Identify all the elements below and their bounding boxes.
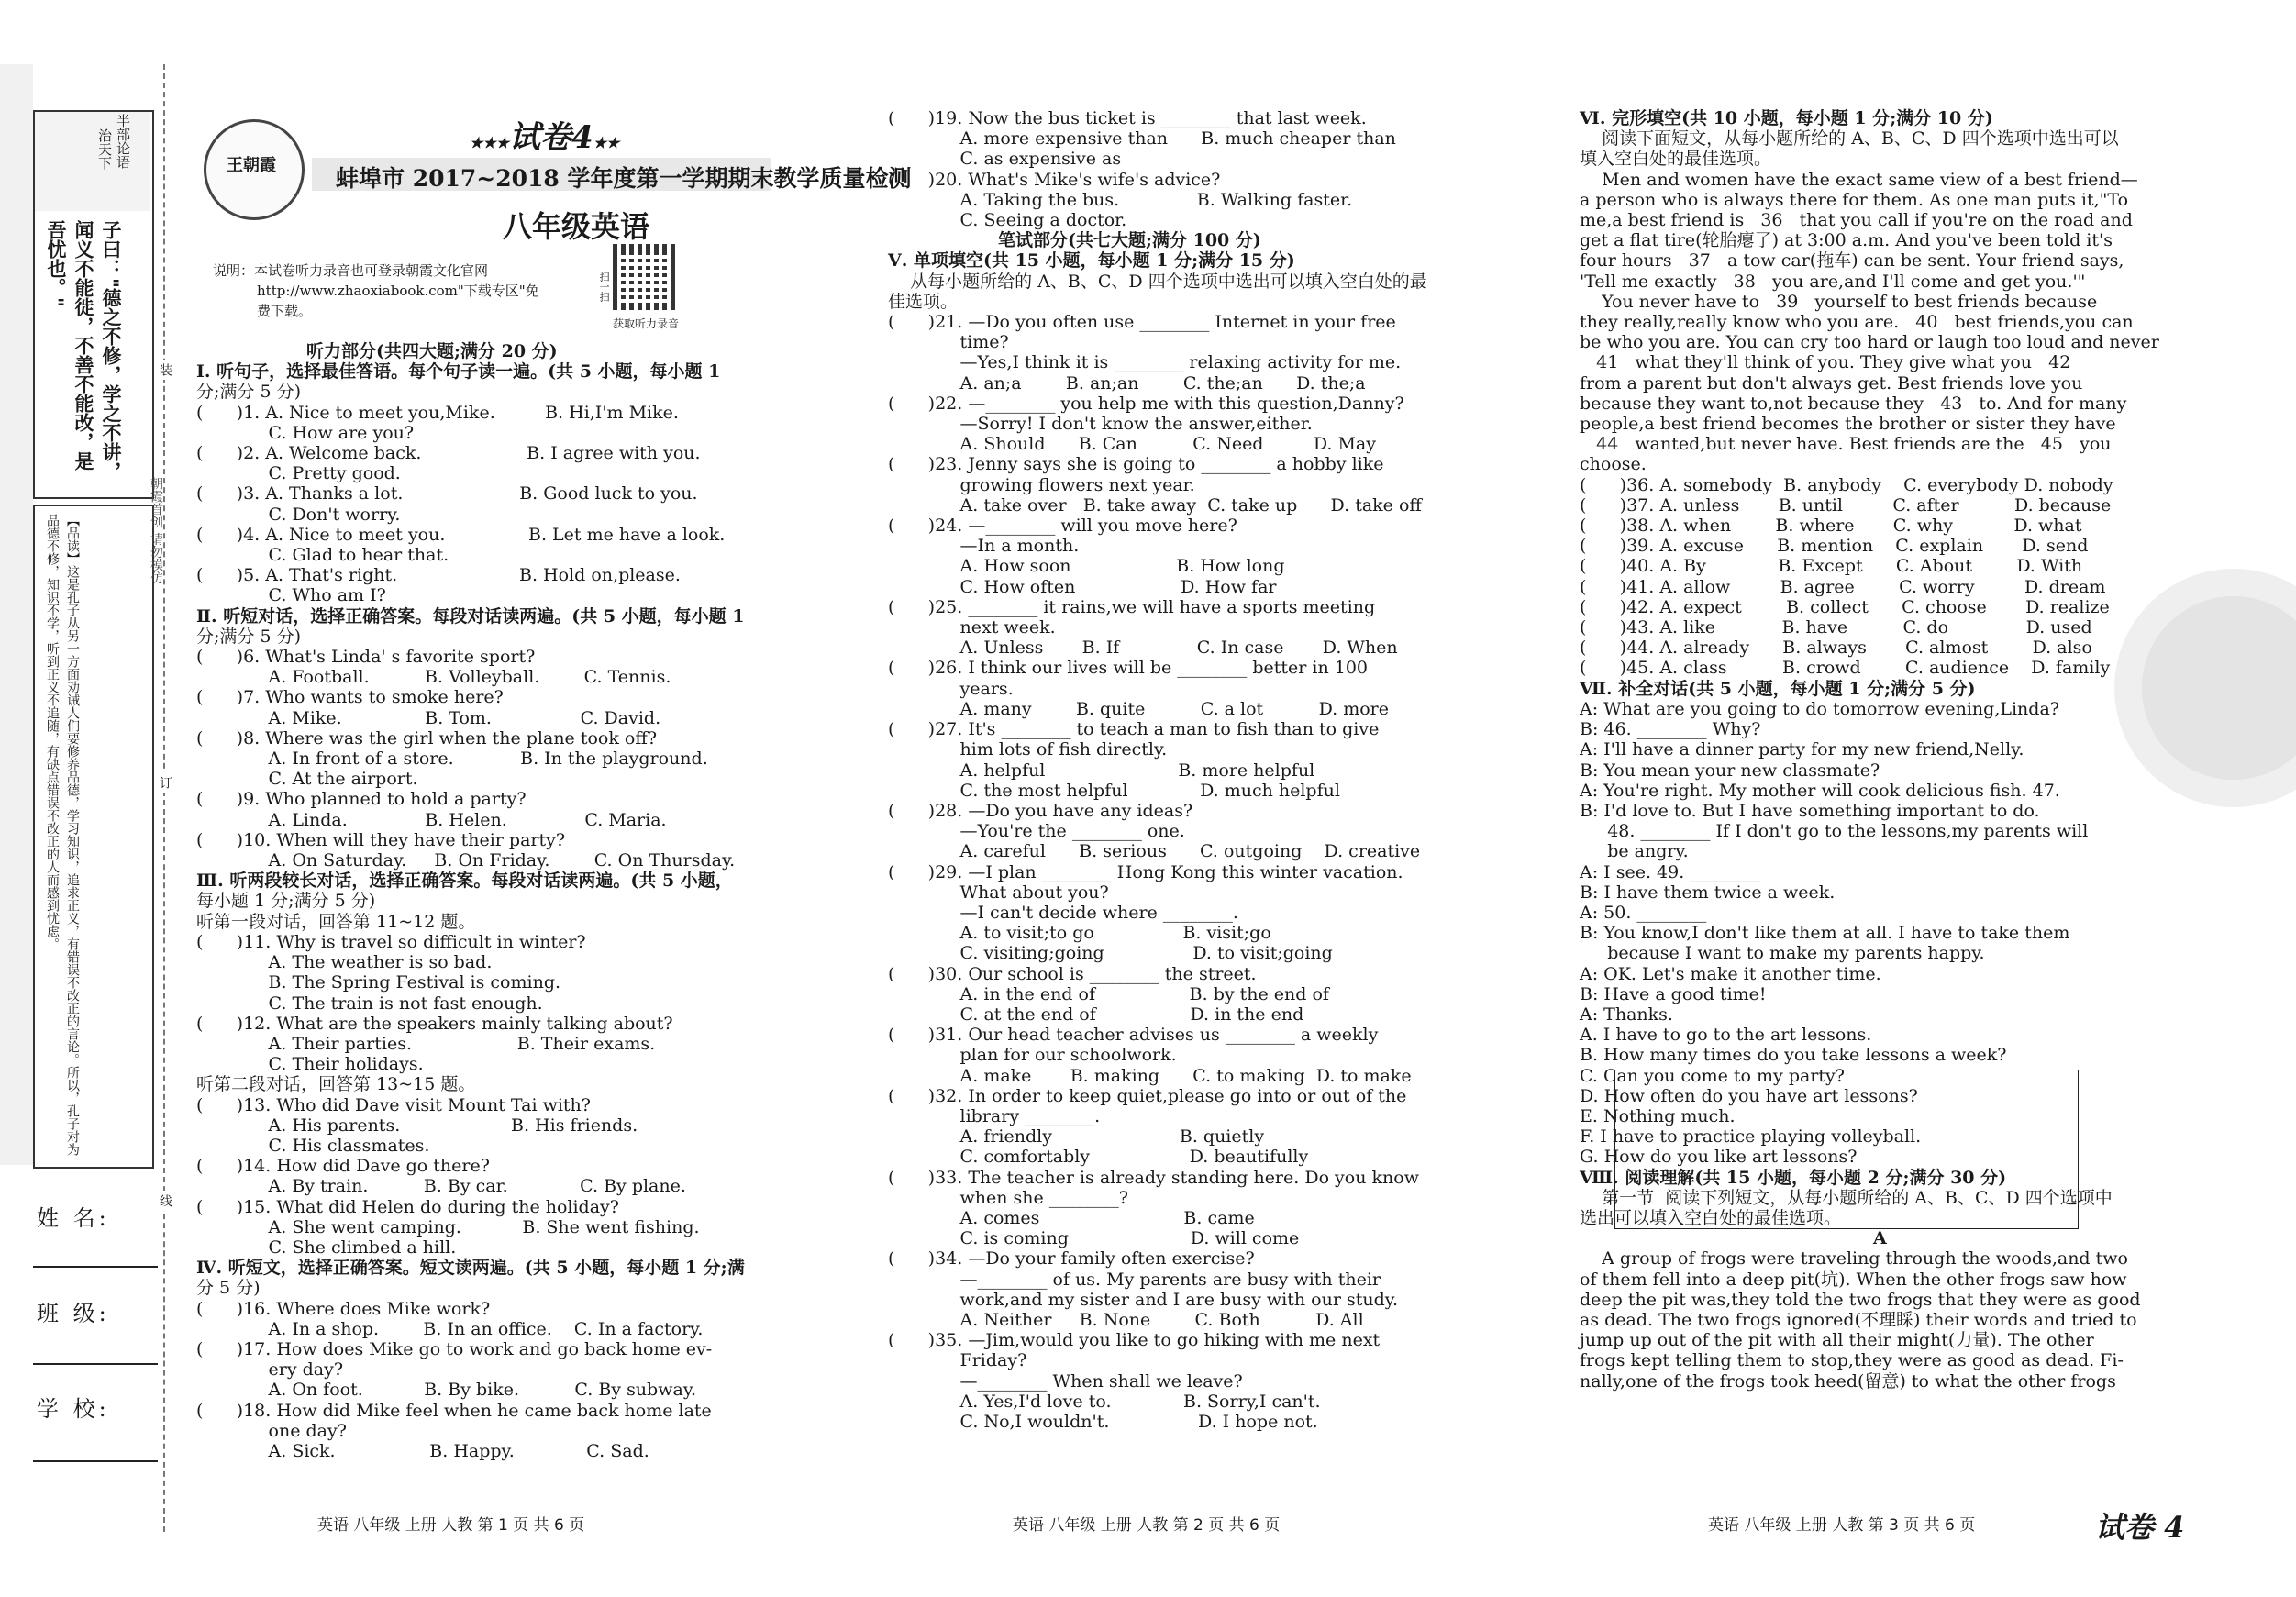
col2-line: ( )29. —I plan ________ Hong Kong this winter vacation. — [888, 861, 1403, 882]
col1-line: ( )14. How did Dave go there? — [196, 1156, 490, 1177]
col1-line: Ⅲ. 听两段较长对话，选择正确答案。每段对话读两遍。(共 5 小题， — [196, 871, 733, 892]
col2-line: A. an;a B. an;an C. the;an D. the;a — [888, 372, 1366, 394]
paper-label: 试卷 — [509, 119, 572, 156]
col1-line: A. Football. B. Volleyball. C. Tennis. — [196, 667, 671, 688]
col3-line: B: Have a good time! — [1580, 983, 1767, 1004]
col3-line: A: OK. Let's make it another time. — [1580, 963, 1881, 984]
col3-line: B: You know,I don't like them at all. I have to take them — [1580, 923, 2070, 944]
school-label: 学 校: — [37, 1396, 110, 1422]
footer-page-3: 英语 八年级 上册 人教 第 3 页 共 6 页 — [1708, 1516, 1976, 1535]
footer-page-2: 英语 八年级 上册 人教 第 2 页 共 6 页 — [1013, 1516, 1281, 1535]
col1-line: A. In front of a store. B. In the playground. — [196, 749, 708, 770]
col1-line: ( )3. A. Thanks a lot. B. Good luck to you. — [196, 483, 698, 505]
col2-line: A. Neither B. None C. Both D. All — [888, 1309, 1364, 1330]
col3-line: Ⅵ. 完形填空(共 10 小题，每小题 1 分;满分 10 分) — [1580, 108, 1993, 128]
confucius-quote: 子曰："德之不修，学之不讲，闻义不能徙，不善不能改，是吾忧也。" — [45, 220, 123, 481]
col2-line: —Yes,I think it is ________ relaxing activity for me. — [888, 352, 1402, 373]
col2-line: next week. — [888, 617, 1056, 638]
col1-line: ery day? — [196, 1359, 344, 1381]
col2-line: C. at the end of D. in the end — [888, 1004, 1304, 1025]
col2-line: C. the most helpful D. much helpful — [888, 780, 1340, 801]
col1-line: ( )7. Who wants to smoke here? — [196, 687, 504, 708]
col2-line: ( )25. ________ it rains,we will have a sports meeting — [888, 596, 1376, 617]
col3-line: people,a best friend becomes the brother or sister they have — [1580, 414, 2116, 435]
col1-line: ( )16. Where does Mike work? — [196, 1298, 491, 1319]
col1-line: ( )17. How does Mike go to work and go back home ev- — [196, 1338, 713, 1359]
col2-line: A. many B. quite C. a lot D. more — [888, 698, 1390, 719]
col3-line: You never have to 39 yourself to best friends because — [1580, 291, 2098, 312]
col3-line: ( )40. A. By B. Except C. About D. With — [1580, 556, 2083, 577]
col2-line: C. as expensive as — [888, 149, 1122, 170]
col2-line: ( )27. It's ________ to teach a man to fish than to give — [888, 719, 1380, 740]
download-note: 说明：本试卷听力录音也可登录朝霞文化官网 http://www.zhaoxiabook.com"下载专区"免 费下载。 — [213, 262, 539, 319]
col3-line: Ⅷ. 阅读理解(共 15 小题，每小题 2 分;满分 30 分) — [1580, 1167, 2007, 1188]
col2-line: library ________. — [888, 1105, 1101, 1126]
dialogue-options-box — [1614, 1070, 2079, 1229]
col3-line: A: Thanks. — [1580, 1004, 1673, 1025]
col1-line: A. Mike. B. Tom. C. David. — [196, 707, 661, 728]
col3-line: as dead. The two frogs ignored(不理睬) their words and tried to — [1580, 1309, 2137, 1330]
col2-line: 佳选项。 — [888, 291, 959, 312]
col3-line: ( )41. A. allow B. agree C. worry D. dream — [1580, 576, 2106, 597]
col2-line: ( )30. Our school is ________ the street. — [888, 963, 1257, 984]
col1-line: 听第一段对话，回答第 11~12 题。 — [196, 911, 476, 932]
col1-line: 听力部分(共四大题;满分 20 分) — [306, 341, 558, 361]
col3-line: ( )36. A. somebody B. anybody C. everybody D. nobody — [1580, 474, 2113, 495]
col2-line: A. more expensive than B. much cheaper than — [888, 128, 1396, 150]
col3-line: E. Nothing much. — [1580, 1105, 1736, 1126]
col2-line: time? — [888, 332, 1009, 353]
col3-line: 阅读下面短文，从每小题所给的 A、B、C、D 四个选项中选出可以 — [1580, 128, 2119, 150]
col2-line: C. No,I wouldn't. D. I hope not. — [888, 1412, 1318, 1432]
col1-line: ( )4. A. Nice to meet you. B. Let me have a look. — [196, 524, 726, 545]
col1-line: A. Linda. B. Helen. C. Maria. — [196, 809, 667, 830]
col2-line: ( )26. I think our lives will be ________ better in 100 — [888, 658, 1369, 679]
col3-line: ( )44. A. already B. always C. almost D. also — [1580, 638, 2092, 659]
col1-line: C. At the airport. — [196, 769, 418, 790]
col3-line: jump up out of the pit with all their might(力量). The other — [1580, 1330, 2094, 1351]
col2-line: C. comfortably D. beautifully — [888, 1147, 1309, 1168]
banner-word-2: 治天下 — [96, 128, 113, 170]
col2-line: ( )23. Jenny says she is going to ________ a hobby like — [888, 454, 1384, 475]
col3-line: A: You're right. My mother will cook delicious fish. 47. — [1580, 780, 2060, 801]
col3-line: G. How do you like art lessons? — [1580, 1147, 1858, 1168]
col2-line: A. take over B. take away C. take up D. take off — [888, 494, 1422, 516]
seam-word-3: 线 — [156, 1191, 174, 1211]
col3-line: B: I'd love to. But I have something important to do. — [1580, 800, 2040, 821]
col1-line: ( )1. A. Nice to meet you,Mike. B. Hi,I'm Mike. — [196, 402, 679, 423]
col2-line: A. How soon B. How long — [888, 556, 1285, 577]
column-2 — [888, 108, 1512, 1432]
col3-line: a person who is always there for them. As one man puts it,"To — [1580, 189, 2129, 210]
col2-line: What about you? — [888, 882, 1109, 903]
col3-line: get a flat tire(轮胎瘪了) at 3:00 a.m. And you've been told it's — [1580, 230, 2113, 251]
col2-line: A. to visit;to go B. visit;go — [888, 923, 1271, 944]
col2-line: —________ When shall we leave? — [888, 1370, 1243, 1392]
col2-line: A. in the end of B. by the end of — [888, 983, 1329, 1004]
col1-line: ( )11. Why is travel so difficult in winter? — [196, 931, 586, 952]
qr-caption: 获取听力录音 — [613, 317, 680, 330]
col2-line: ( )33. The teacher is already standing here. Do you know — [888, 1167, 1419, 1188]
col3-line: ( )39. A. excuse B. mention C. explain D. send — [1580, 536, 2089, 557]
col2-line: —You're the ________ one. — [888, 821, 1185, 842]
col3-line: Men and women have the exact same view of a best friend— — [1580, 169, 2138, 190]
col2-line: ( )32. In order to keep quiet,please go into or out of the — [888, 1085, 1407, 1106]
col3-line: nally,one of the frogs took heed(留意) to what the other frogs — [1580, 1370, 2116, 1392]
col1-line: A. Their parties. B. Their exams. — [196, 1033, 656, 1054]
col1-line: 分 5 分) — [196, 1278, 261, 1299]
col1-line: Ⅱ. 听短对话，选择正确答案。每段对话读两遍。(共 5 小题，每小题 1 — [196, 605, 745, 627]
col3-line: A: What are you going to do tomorrow evening,Linda? — [1580, 698, 2059, 719]
logo-text: 王朝霞 — [227, 156, 276, 175]
col1-line: 分;满分 5 分) — [196, 382, 301, 403]
col3-line: D. How often do you have art lessons? — [1580, 1085, 1918, 1106]
subject-title: 八年级英语 — [503, 209, 650, 244]
strip-background — [0, 64, 33, 1165]
col1-line: C. Glad to hear that. — [196, 545, 449, 566]
col3-line: be who you are. You can cry too hard or laugh too loud and never — [1580, 332, 2159, 353]
col2-line: work,and my sister and I are busy with our study. — [888, 1289, 1399, 1310]
col1-line: ( )12. What are the speakers mainly talking about? — [196, 1013, 673, 1034]
col2-line: A. friendly B. quietly — [888, 1126, 1265, 1148]
qr-code-pattern — [620, 251, 671, 303]
col2-line: ( )22. —________ you help me with this question,Danny? — [888, 393, 1404, 414]
col1-line: A. She went camping. B. She went fishing. — [196, 1216, 700, 1237]
col1-line: ( )5. A. That's right. B. Hold on,please. — [196, 565, 681, 586]
col2-line: when she ________? — [888, 1187, 1128, 1208]
col1-line: C. His classmates. — [196, 1135, 430, 1156]
col3-line: 48. ________ If I don't go to the lessons,my parents will — [1580, 821, 2089, 842]
col1-line: Ⅰ. 听句子，选择最佳答语。每个句子读一遍。(共 5 小题，每小题 1 — [196, 361, 721, 383]
col1-line: C. Who am I? — [196, 585, 386, 606]
col2-line: 笔试部分(共七大题;满分 100 分) — [998, 230, 1261, 251]
col3-line: because they want to,not because they 43 to. And for many — [1580, 393, 2127, 414]
col1-line: C. Pretty good. — [196, 463, 401, 484]
col1-line: C. The train is not fast enough. — [196, 993, 543, 1014]
col1-line: ( )10. When will they have their party? — [196, 829, 566, 850]
col2-line: years. — [888, 678, 1014, 699]
class-line[interactable] — [33, 1363, 158, 1365]
seam-word-1: 装 — [156, 360, 174, 380]
col2-line: ( )24. —________ will you move here? — [888, 516, 1237, 537]
col3-line: ( )45. A. class B. crowd C. audience D. family — [1580, 658, 2111, 679]
col3-line: because I want to make my parents happy. — [1580, 943, 1985, 964]
col2-line: —In a month. — [888, 536, 1080, 557]
col3-line: A: I see. 49. ________ — [1580, 861, 1760, 882]
col1-line: 听第二段对话，回答第 13~15 题。 — [196, 1074, 476, 1095]
col3-line: deep the pit was,they told the two frogs that they were as good — [1580, 1289, 2141, 1310]
col1-line: ( )13. Who did Dave visit Mount Tai with? — [196, 1094, 591, 1115]
col2-line: C. visiting;going D. to visit;going — [888, 943, 1333, 964]
col2-line: growing flowers next year. — [888, 474, 1195, 495]
col3-line: Ⅶ. 补全对话(共 5 小题，每小题 1 分;满分 5 分) — [1580, 678, 1976, 699]
col3-line: A: I'll have a dinner party for my new friend,Nelly. — [1580, 739, 2024, 760]
corner-paper-label: 试卷 4 — [2095, 1510, 2185, 1545]
col3-line: 选出可以填入空白处的最佳选项。 — [1580, 1207, 1842, 1228]
col1-line: A. By train. B. By car. C. By plane. — [196, 1176, 686, 1197]
col3-line: they really,really know who you are. 40 best friends,you can — [1580, 312, 2134, 333]
paper-number: 4 — [571, 119, 593, 156]
school-line[interactable] — [33, 1460, 158, 1462]
col3-line: ( )37. A. unless B. until C. after D. because — [1580, 494, 2112, 516]
col2-line: A. Yes,I'd love to. B. Sorry,I can't. — [888, 1391, 1321, 1412]
col3-line: A: 50. ________ — [1580, 902, 1707, 923]
col2-line: —________ of us. My parents are busy with their — [888, 1269, 1381, 1290]
col1-line: A. In a shop. B. In an office. C. In a factory. — [196, 1318, 704, 1339]
col3-line: 填入空白处的最佳选项。 — [1580, 149, 1772, 170]
col1-line: A. On Saturday. B. On Friday. C. On Thursday. — [196, 850, 736, 871]
col2-line: ( )31. Our head teacher advises us ________ a weekly — [888, 1025, 1379, 1046]
exam-title: 蚌埠市 2017~2018 学年度第一学期期末教学质量检测 — [336, 165, 912, 192]
col3-line: 44 wanted,but never have. Best friends are the 45 you — [1580, 434, 2112, 455]
col3-line: A — [1873, 1228, 1887, 1249]
col2-line: ( )35. —Jim,would you like to go hiking with me next — [888, 1330, 1381, 1351]
col2-line: A. helpful B. more helpful — [888, 760, 1315, 781]
col2-line: A. Unless B. If C. In case D. When — [888, 638, 1398, 659]
col2-line: 从每小题所给的 A、B、C、D 四个选项中选出可以填入空白处的最 — [888, 271, 1427, 292]
col2-line: ( )19. Now the bus ticket is ________ that last week. — [888, 108, 1367, 128]
col3-line: B: 46. ________ Why? — [1580, 719, 1761, 740]
col2-line: ( )34. —Do your family often exercise? — [888, 1248, 1255, 1270]
paper-label-row: ★★★试卷4★★ — [470, 119, 620, 156]
col2-line: Ⅴ. 单项填空(共 15 小题，每小题 1 分;满分 15 分) — [888, 250, 1295, 272]
col3-line: B: You mean your new classmate? — [1580, 760, 1880, 781]
qr-side: 扫一扫 — [598, 272, 610, 302]
col1-line: one day? — [196, 1420, 347, 1441]
col3-line: of them fell into a deep pit(坑). When the other frogs saw how — [1580, 1269, 2127, 1290]
col3-line: B: I have them twice a week. — [1580, 882, 1836, 903]
col1-line: 分;满分 5 分) — [196, 626, 301, 647]
col2-line: A. comes B. came — [888, 1207, 1255, 1228]
col2-line: ( )28. —Do you have any ideas? — [888, 800, 1193, 821]
col2-line: him lots of fish directly. — [888, 739, 1168, 760]
col2-line: C. Seeing a doctor. — [888, 210, 1127, 231]
col3-line: F. I have to practice playing volleyball. — [1580, 1126, 1922, 1148]
col3-line: A. I have to go to the art lessons. — [1580, 1025, 1872, 1046]
col2-line: A. make B. making C. to making D. to make — [888, 1065, 1412, 1086]
col2-line: A. Should B. Can C. Need D. May — [888, 434, 1376, 455]
class-label: 班 级: — [37, 1301, 110, 1326]
col1-line: A. His parents. B. His friends. — [196, 1115, 638, 1136]
col1-line: A. The weather is so bad. — [196, 952, 493, 973]
col3-line: ( )42. A. expect B. collect C. choose D. realize — [1580, 596, 2110, 617]
side-note: 朝霞首创 请勿模仿 — [149, 477, 163, 584]
column-1 — [196, 341, 820, 1461]
col1-line: C. Don't worry. — [196, 504, 401, 525]
banner-word-1: 半部论语 — [115, 114, 131, 169]
col1-line: A. On foot. B. By bike. C. By subway. — [196, 1380, 697, 1401]
col1-line: ( )9. Who planned to hold a party? — [196, 789, 527, 810]
seam-word-2: 订 — [156, 772, 174, 793]
col2-line: C. How often D. How far — [888, 576, 1277, 597]
col3-line: be angry. — [1580, 841, 1689, 862]
name-line[interactable] — [33, 1266, 158, 1268]
binding-dashed-line — [163, 64, 165, 1532]
col1-line: A. Sick. B. Happy. C. Sad. — [196, 1440, 649, 1461]
col3-line: A group of frogs were traveling through the woods,and two — [1580, 1248, 2128, 1270]
col2-line: ( )20. What's Mike's wife's advice? — [888, 169, 1221, 190]
col1-line: ( )15. What did Helen do during the holiday? — [196, 1196, 619, 1217]
col3-line: 41 what they'll think of you. They give what you 42 — [1580, 352, 2082, 373]
name-label: 姓 名: — [37, 1205, 110, 1231]
col3-line: choose. — [1580, 454, 1647, 475]
col1-line: 每小题 1 分;满分 5 分) — [196, 891, 376, 912]
col2-line: ( )21. —Do you often use ________ Internet in your free — [888, 312, 1396, 333]
col2-line: —I can't decide where ________. — [888, 902, 1238, 923]
col3-line: C. Can you come to my party? — [1580, 1065, 1845, 1086]
col1-line: C. She climbed a hill. — [196, 1237, 457, 1258]
col1-line: ( )8. Where was the girl when the plane took off? — [196, 727, 658, 749]
col2-line: C. is coming D. will come — [888, 1228, 1300, 1249]
col2-line: A. careful B. serious C. outgoing D. creative — [888, 841, 1421, 862]
col1-line: ( )2. A. Welcome back. B. I agree with you. — [196, 443, 701, 464]
col1-line: ( )6. What's Linda' s favorite sport? — [196, 647, 536, 668]
col2-line: Friday? — [888, 1350, 1027, 1371]
col2-line: plan for our schoolwork. — [888, 1045, 1177, 1066]
col3-line: ( )43. A. like B. have C. do D. used — [1580, 617, 2092, 638]
col1-line: C. Their holidays. — [196, 1054, 424, 1075]
col1-line: B. The Spring Festival is coming. — [196, 972, 561, 993]
col2-line: —Sorry! I don't know the answer,either. — [888, 414, 1313, 435]
col3-line: from a parent but don't always get. Best friends love you — [1580, 372, 2083, 394]
col1-line: ( )18. How did Mike feel when he came back home late — [196, 1400, 712, 1421]
col3-line: four hours 37 a tow car(拖车) can be sent. Your friend says, — [1580, 250, 2124, 272]
pindu-text: 【品读】这是孔子从另一方面劝诫人们要修养品德，学习知识，追求正义，有错误不改正的言论。所以，孔子对为品德不修，知识不学，听到正义不追随，有缺点错误不改正的人而感到忧虑。 — [45, 514, 80, 1156]
col3-line: 第一节 阅读下列短文，从每小题所给的 A、B、C、D 四个选项中 — [1580, 1187, 2113, 1208]
left-binding-strip — [0, 0, 163, 1597]
col3-line: ( )38. A. when B. where C. why D. what — [1580, 516, 2082, 537]
col3-line: 'Tell me exactly 38 you are,and I'll come and get you.'" — [1580, 271, 2086, 292]
col3-line: me,a best friend is 36 that you call if you're on the road and — [1580, 210, 2133, 231]
col1-line: C. How are you? — [196, 422, 415, 443]
col3-line: B. How many times do you take lessons a week? — [1580, 1045, 2007, 1066]
col3-line: frogs kept telling them to stop,they were as good as dead. Fi- — [1580, 1350, 2124, 1371]
footer-page-1: 英语 八年级 上册 人教 第 1 页 共 6 页 — [317, 1516, 585, 1535]
col2-line: A. Taking the bus. B. Walking faster. — [888, 189, 1353, 210]
col1-line: Ⅳ. 听短文，选择正确答案。短文读两遍。(共 5 小题，每小题 1 分;满 — [196, 1258, 745, 1279]
